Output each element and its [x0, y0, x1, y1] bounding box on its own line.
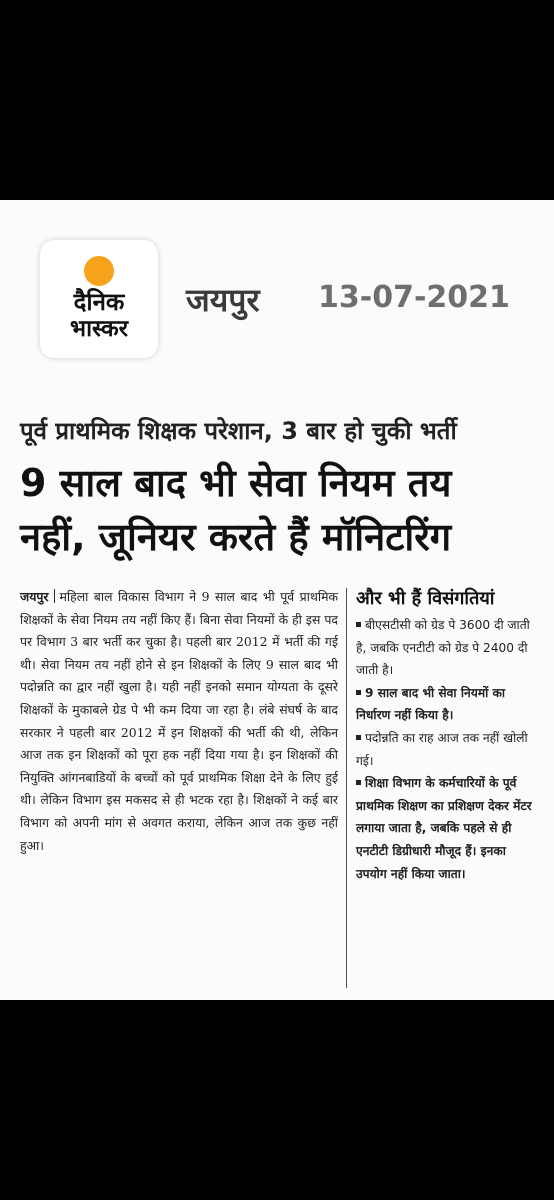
- sidebar-item: 9 साल बाद भी सेवा नियमों का निर्धारण नहीं किया है।: [356, 685, 506, 723]
- article-dateline: जयपुर: [20, 589, 49, 604]
- dateline-separator: [54, 589, 55, 603]
- headline-line-2: नहीं, जूनियर करते हैं मॉनिटरिंग: [20, 515, 452, 559]
- logo-text-line2: भास्कर: [69, 316, 129, 342]
- newspaper-clipping: [0, 200, 554, 1000]
- article-kicker: पूर्व प्राथमिक शिक्षक परेशान, 3 बार हो चुकी भर्ती: [20, 417, 457, 445]
- bullet-icon: [356, 622, 361, 627]
- dainik-bhaskar-logo: [40, 240, 158, 358]
- article-body-text: महिला बाल विकास विभाग ने 9 साल बाद भी पूर्व प्राथमिक शिक्षकों के सेवा नियम तय नहीं किए हैं। बिना सेवा नियमों के ही इस पद पर विभाग 3 बार भर्ती कर चुका है। पहली बार 2012 में भर्ती की गई थी। सेवा नियम तय नहीं होने से इन शिक्षकों के लिए 9 साल बाद भी पदोन्नति का द्वार नहीं खुला है। यही नहीं इनको समान योग्यता के दूसरे शिक्षकों के मुकाबले ग्रेड पे भी कम दिया जा रहा है। लंबे संघर्ष के बाद सरकार ने पहली बार 2012 में इन शिक्षकों की भर्ती की थी, लेकिन आज तक इन शिक्षकों को पूरा हक नहीं दिया गया है। इन शिक्षकों की नियुक्ति आंगनबाडियों के बच्चों को पूर्व प्राथमिक शिक्षा देने के लिए हुई थी। लेकिन विभाग इस मकसद से ही भटक रहा है। शिक्षकों ने कई बार विभाग को अपनी मांग से अवगत कराया, लेकिन आज तक कुछ नहीं हुआ।: [20, 589, 339, 853]
- bullet-icon: [356, 690, 361, 695]
- sidebar-item: बीएसटीसी को ग्रेड पे 3600 दी जाती है, जबकि एनटीटी को ग्रेड पे 2400 दी जाती है।: [356, 618, 530, 678]
- edition-city: जयपुर: [186, 281, 260, 319]
- sidebar-title: और भी हैं विसंगतियां: [356, 588, 495, 609]
- article-headline: [20, 456, 540, 564]
- column-divider: [346, 588, 347, 988]
- edition-date: 13-07-2021: [318, 280, 510, 315]
- sidebar-item: पदोन्नति का राह आज तक नहीं खोली गई।: [356, 730, 528, 768]
- sidebar-box: [356, 586, 538, 885]
- article-body: [20, 586, 338, 857]
- bullet-icon: [356, 735, 361, 740]
- sidebar-item: शिक्षा विभाग के कर्मचारियों के पूर्व प्राथमिक शिक्षण का प्रशिक्षण देकर मेंटर लगाया जाता है, जबकि पहले से ही एनटीटी डिग्रीधारी मौजूद हैं। इनका उपयोग नहीं किया जाता।: [356, 776, 532, 881]
- logo-text-line1: दैनिक: [73, 288, 125, 316]
- bullet-icon: [356, 780, 361, 785]
- headline-line-1: 9 साल बाद भी सेवा नियम तय: [20, 461, 452, 505]
- sun-icon: [84, 256, 114, 286]
